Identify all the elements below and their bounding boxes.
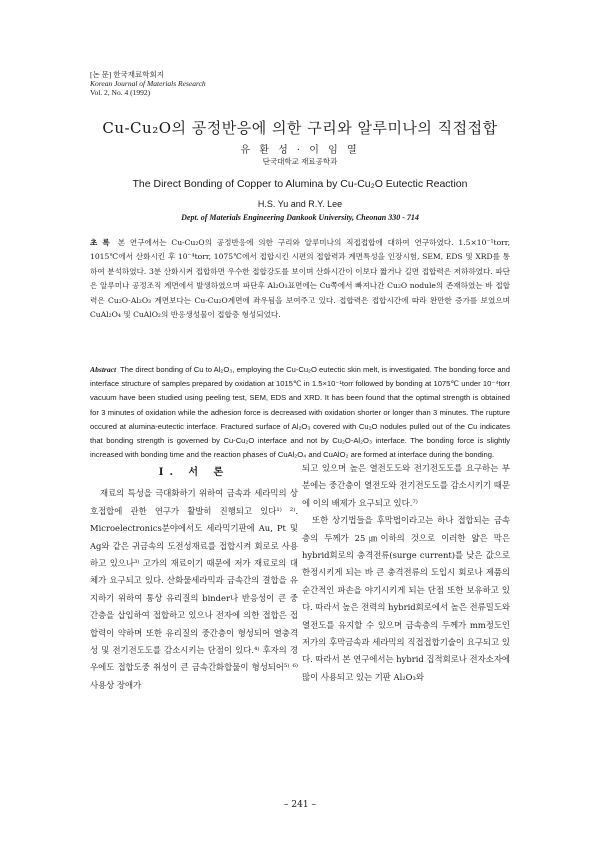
affiliation-english: Dept. of Materials Engineering Dankook University, Cheonan 330 - 714 — [181, 213, 419, 222]
journal-header — [90, 70, 206, 97]
body-column-left — [90, 460, 298, 694]
body-column-right — [302, 460, 510, 686]
abstract-korean — [90, 236, 510, 322]
affiliation-korean: 단국대학교 재료공학과 — [262, 157, 338, 166]
abstract-english — [90, 363, 510, 462]
body-paragraph: 또한 상기법들을 후막법이라고는 하나 접합되는 금속층의 두께가 25㎛이하의 것으로 이러한 얇은 막은 hybrid회로의 충격전류(surge current)를 낮은 값으로 한정시키게 되는 바 큰 충격전류의 도입시 회로나 제품의 순간적인 파손을 야기시키게 되는 단점 또한 보유하고 있다. 따라서 높은 전력의 hybrid회로에서 높은 전류밀도와 열전도를 유지할 수 있으며 금속층의 두께가 mm정도인 저가의 후막금속과 세라믹의 직접접합기술이 요구되고 있다. 따라서 본 연구에서는 hybrid 집적회로나 전자소자에 많이 사용되고 있는 기판 Al₂O₃와 — [302, 515, 510, 682]
section-heading-introduction: Ⅰ. 서 론 — [158, 467, 230, 478]
authors-korean: 유 환 성 · 이 임 열 — [240, 145, 360, 156]
body-paragraph: 되고 있으며 높은 열전도도와 전기전도도를 요구하는 부분에는 중간층이 열전도와 전기전도도를 감소시키기 때문에 이의 배제가 요구되고 있다.⁷⁾ — [302, 463, 510, 508]
authors-english: H.S. Yu and R.Y. Lee — [257, 199, 343, 209]
title-english: The Direct Bonding of Copper to Alumina by Cu-Cu₂O Eutectic Reaction — [132, 178, 468, 190]
journal-name-en: Korean Journal of Materials Research — [90, 79, 206, 88]
abstract-english-label: Abstract — [90, 365, 117, 374]
title-korean: Cu-Cu₂O의 공정반응에 의한 구리와 알루미나의 직접접합 — [102, 119, 498, 137]
page-number: – 241 – — [284, 800, 316, 810]
journal-volume: Vol. 2, No. 4 (1992) — [90, 88, 151, 97]
abstract-korean-label: 초 록 — [90, 238, 110, 247]
journal-type-label: [논 문] 한국재료학회지 — [90, 70, 164, 79]
body-paragraph: 재료의 특성을 극대화하기 위하여 금속과 세라믹의 상호접합에 관한 연구가 활발히 진행되고 있다¹⁾ ²⁾. Microelectronics분야에서도 세라믹기판에 Au, Pt 및 Ag와 같은 귀금속의 도전성재료를 접합시켜 회로로 사용하고 있으나³⁾ 고가의 재료이기 때문에 저가 재료로의 대체가 요구되고 있다. 산화물세라믹과 금속간의 결합을 유지하기 위하여 통상 유리질의 binder나 반응성이 큰 중간층을 삽입하여 접합하고 있으나 전자에 의한 접합은 접합력이 약하며 또한 유리질의 중간층이 형성되어 열충격성 및 전기전도도를 감소시키는 단점이 있다.⁴⁾ 후자의 경우에도 접합도중 취성이 큰 금속간화합물이 형성되어⁵⁾ ⁶⁾ 사용상 장애가 — [90, 488, 298, 690]
abstract-korean-text: 본 연구에서는 Cu-Cu₂O의 공정반응에 의한 구리와 알루미나의 직접접합에 대하여 연구하였다. 1.5×10⁻¹torr, 1015℃에서 산화시킨 후 10⁻⁴torr, 1075℃에서 접합시킨 시편의 접합력과 계면특성을 인장시험, SEM, EDS 및 XRD를 통하여 분석하였다. 3분 산화시켜 접합하면 우수한 접합강도를 보이며 산화시간이 이보다 짧거나 길면 접합력은 저하하였다. 파단은 알루미나 공정조직 계면에서 발생하였으며 파단후 Al₂O₃표면에는 Cu쪽에서 빠져나간 Cu₂O nodule의 존재하였는 바 접합력은 Cu₂O-Al₂O₃ 계면보다는 Cu-Cu₂O계면에 좌우됨을 보여주고 있다. 접합력은 접합시간에 따라 완만한 증가를 보였으며 CuAl₂O₄ 및 CuAlO₂의 반응생성물이 접합층 형성되었다. — [90, 238, 510, 320]
abstract-english-text: The direct bonding of Cu to Al₂O₃, employing the Cu-Cu₂O eutectic skin melt, is investigated. The bonding force and interface structure of samples prepared by oxidation at 1015℃ in 1.5×10⁻¹torr followed by bonding at 1075℃ under 10⁻⁴torr vacuum have been studied using peeling test, SEM, EDS and XRD. It has been found that the optimal strength is obtained for 3 minutes of oxidation while the adhesion force is decreased with oxidation shorter or longer than 3 minutes. The rupture occured at alumina-eutectic interface. Fractured surface of Al₂O₃ covered with Cu₂O nodules pulled out of the Cu indicates that bonding strength is governed by Cu-Cu₂O interface and not by Cu₂O-Al₂O₃ interface. The bonding force is slightly increased with bonding time and the reaction phases of CuAl₂O₄ and CuAlO₂ are formed at interface during the bonding. — [90, 365, 510, 460]
